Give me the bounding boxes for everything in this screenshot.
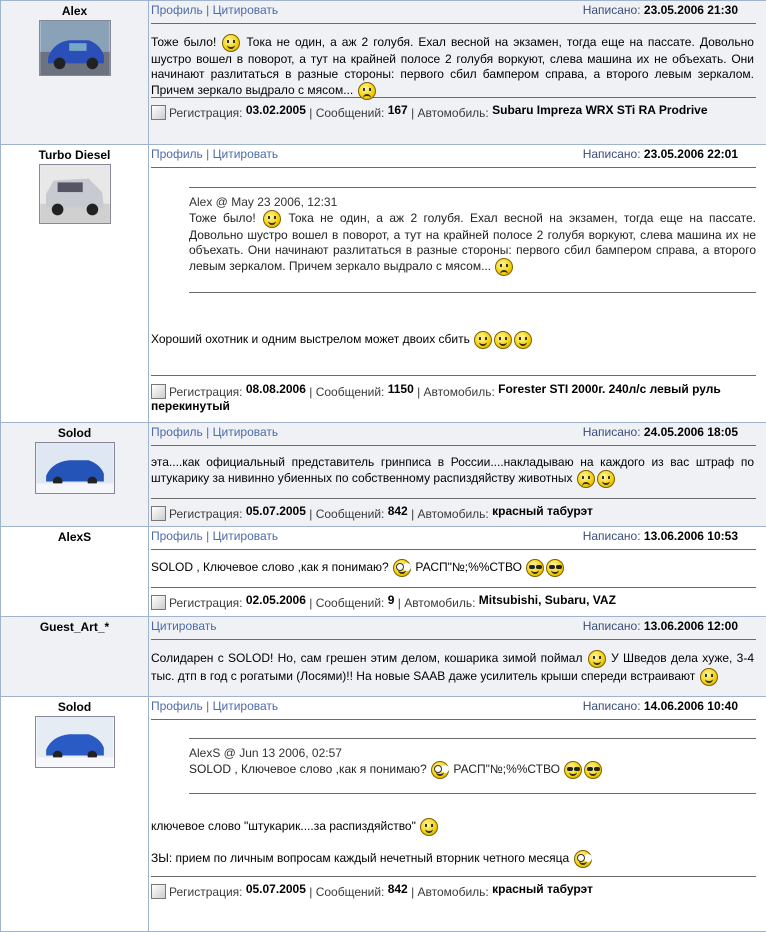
profile-link[interactable]: Профиль — [151, 425, 203, 439]
post-body-cell — [149, 1, 766, 145]
post-header — [149, 1, 766, 19]
post-author-cell — [1, 527, 149, 617]
separator: | — [206, 3, 209, 17]
post-body-cell — [149, 145, 766, 423]
cool-icon — [564, 761, 582, 779]
quote-header: AlexS @ Jun 13 2006, 02:57 — [189, 745, 756, 761]
post-header — [149, 527, 766, 545]
smile-icon — [700, 668, 718, 686]
post-date: Написано: 23.05.2006 21:30 — [583, 1, 738, 19]
quote-link[interactable]: Цитировать — [213, 699, 279, 713]
avatar — [35, 442, 115, 494]
avatar — [39, 20, 111, 76]
smile-icon — [514, 331, 532, 349]
post-row — [1, 527, 766, 617]
rolling-eyes-icon — [574, 850, 592, 868]
quote-link[interactable]: Цитировать — [151, 619, 217, 633]
post-date: Написано: 14.06.2006 10:40 — [583, 697, 738, 715]
quote-link[interactable]: Цитировать — [213, 147, 279, 161]
post-row — [1, 423, 766, 527]
post-text: эта....как официальный представитель гринписа в России....накладываю на каждого из вас штраф по штукарику за нивинно убиенных по собственному распиздяйству животных — [149, 446, 766, 498]
post-text: SOLOD , Ключевое слово ,как я понимаю? РАСП"№;%%СТВО — [149, 550, 766, 587]
checkbox-image-icon[interactable] — [151, 884, 166, 899]
quote-text: SOLOD , Ключевое слово ,как я понимаю? РАСП"№;%%СТВО — [189, 761, 756, 779]
post-author-cell — [1, 145, 149, 423]
post-footer: Регистрация: 05.07.2005 | Сообщений: 842 | Автомобиль: красный табурэт — [149, 877, 766, 899]
smile-icon — [597, 470, 615, 488]
author-name[interactable]: Alex — [1, 2, 148, 20]
post-text: ключевое слово "штукарик....за распиздяйство" — [149, 794, 766, 836]
post-author-cell — [1, 423, 149, 527]
quote-link[interactable]: Цитировать — [213, 529, 279, 543]
quote-block — [189, 738, 756, 794]
checkbox-image-icon[interactable] — [151, 384, 166, 399]
separator: | — [206, 699, 209, 713]
post-header — [149, 423, 766, 441]
profile-link[interactable]: Профиль — [151, 529, 203, 543]
author-name[interactable]: Solod — [1, 698, 148, 716]
post-footer: Регистрация: 03.02.2005 | Сообщений: 167 | Автомобиль: Subaru Impreza WRX STi RA Prodrive — [149, 98, 766, 120]
avatar — [35, 716, 115, 768]
checkbox-image-icon[interactable] — [151, 506, 166, 521]
cool-icon — [584, 761, 602, 779]
post-date: Написано: 23.05.2006 22:01 — [583, 145, 738, 163]
rolling-eyes-icon — [393, 559, 411, 577]
post-footer: Регистрация: 05.07.2005 | Сообщений: 842 | Автомобиль: красный табурэт — [149, 499, 766, 521]
profile-link[interactable]: Профиль — [151, 3, 203, 17]
post-row — [1, 1, 766, 145]
post-footer: Регистрация: 08.08.2006 | Сообщений: 1150 | Автомобиль: Forester STI 2000г. 240л/с левый руль перекинутый — [149, 376, 766, 416]
smile-icon — [222, 34, 240, 52]
post-text: Солидарен с SOLOD! Но, сам грешен этим делом, кошарика зимой поймал У Шведов дела хуже, 3-4 тыс. дтп в год с рогатыми (Лосями)!! На новые SAAB даже усилитель крыши спереди встраивают — [149, 640, 766, 686]
post-header — [149, 617, 766, 635]
post-text: Тоже было! Тока не один, а аж 2 голубя. Ехал весной на экзамен, тогда еще на пассате. Довольно шустро вошел в поворот, а тут на крайней полосе 2 голубя воркуют, слева машина их не объехать. Они начинают разлитаться в разные стороны: первого сбил бампером справа, а второго левым зеркалом. Причем зеркало выдрало с мясом... — [149, 24, 766, 97]
post-author-cell — [1, 1, 149, 145]
divider — [151, 719, 756, 720]
separator: | — [206, 529, 209, 543]
post-author-cell — [1, 617, 149, 697]
post-row — [1, 697, 766, 932]
post-date: Написано: 13.06.2006 10:53 — [583, 527, 738, 545]
quote-link[interactable]: Цитировать — [213, 3, 279, 17]
smile-icon — [494, 331, 512, 349]
quote-header: Alex @ May 23 2006, 12:31 — [189, 194, 756, 210]
rolling-eyes-icon — [431, 761, 449, 779]
author-name[interactable]: Solod — [1, 424, 148, 442]
author-name[interactable]: Turbo Diesel — [1, 146, 148, 164]
post-date: Написано: 13.06.2006 12:00 — [583, 617, 738, 635]
post-date: Написано: 24.05.2006 18:05 — [583, 423, 738, 441]
avatar — [39, 164, 111, 224]
separator: | — [206, 147, 209, 161]
sad-icon — [358, 82, 376, 100]
post-body-cell — [149, 423, 766, 527]
quote-text: Тоже было! Тока не один, а аж 2 голубя. Ехал весной на экзамен, тогда еще на пассате. Довольно шустро вошел в поворот, а тут на крайней полосе 2 голубя воркуют, слева машина их не объехать. Они начинают разлитаться в разные стороны: первого сбил бампером справа, а второго левым зеркалом. Причем зеркало выдрало с мясом... — [189, 210, 756, 276]
author-name: Guest_Art_* — [1, 618, 148, 636]
post-header — [149, 697, 766, 715]
separator: | — [206, 425, 209, 439]
post-footer: Регистрация: 02.05.2006 | Сообщений: 9 | Автомобиль: Mitsubishi, Subaru, VAZ — [149, 588, 766, 610]
post-body-cell — [149, 617, 766, 697]
checkbox-image-icon[interactable] — [151, 105, 166, 120]
smile-icon — [474, 331, 492, 349]
grin-icon — [420, 818, 438, 836]
checkbox-image-icon[interactable] — [151, 595, 166, 610]
post-body-cell — [149, 697, 766, 932]
post-text: ЗЫ: прием по личным вопросам каждый нечетный вторник четного месяца — [149, 836, 766, 876]
smile-icon — [588, 650, 606, 668]
cool-icon — [546, 559, 564, 577]
post-author-cell — [1, 697, 149, 932]
author-name[interactable]: AlexS — [1, 528, 148, 546]
sad-icon — [495, 258, 513, 276]
quote-block — [189, 187, 756, 293]
cool-icon — [526, 559, 544, 577]
sad-icon — [577, 470, 595, 488]
post-header — [149, 145, 766, 163]
divider — [151, 167, 756, 168]
smile-icon — [263, 210, 281, 228]
post-text: Хороший охотник и одним выстрелом может двоих сбить — [149, 293, 766, 375]
quote-link[interactable]: Цитировать — [213, 425, 279, 439]
post-row — [1, 617, 766, 697]
post-body-cell — [149, 527, 766, 617]
post-row — [1, 145, 766, 423]
profile-link[interactable]: Профиль — [151, 699, 203, 713]
profile-link[interactable]: Профиль — [151, 147, 203, 161]
